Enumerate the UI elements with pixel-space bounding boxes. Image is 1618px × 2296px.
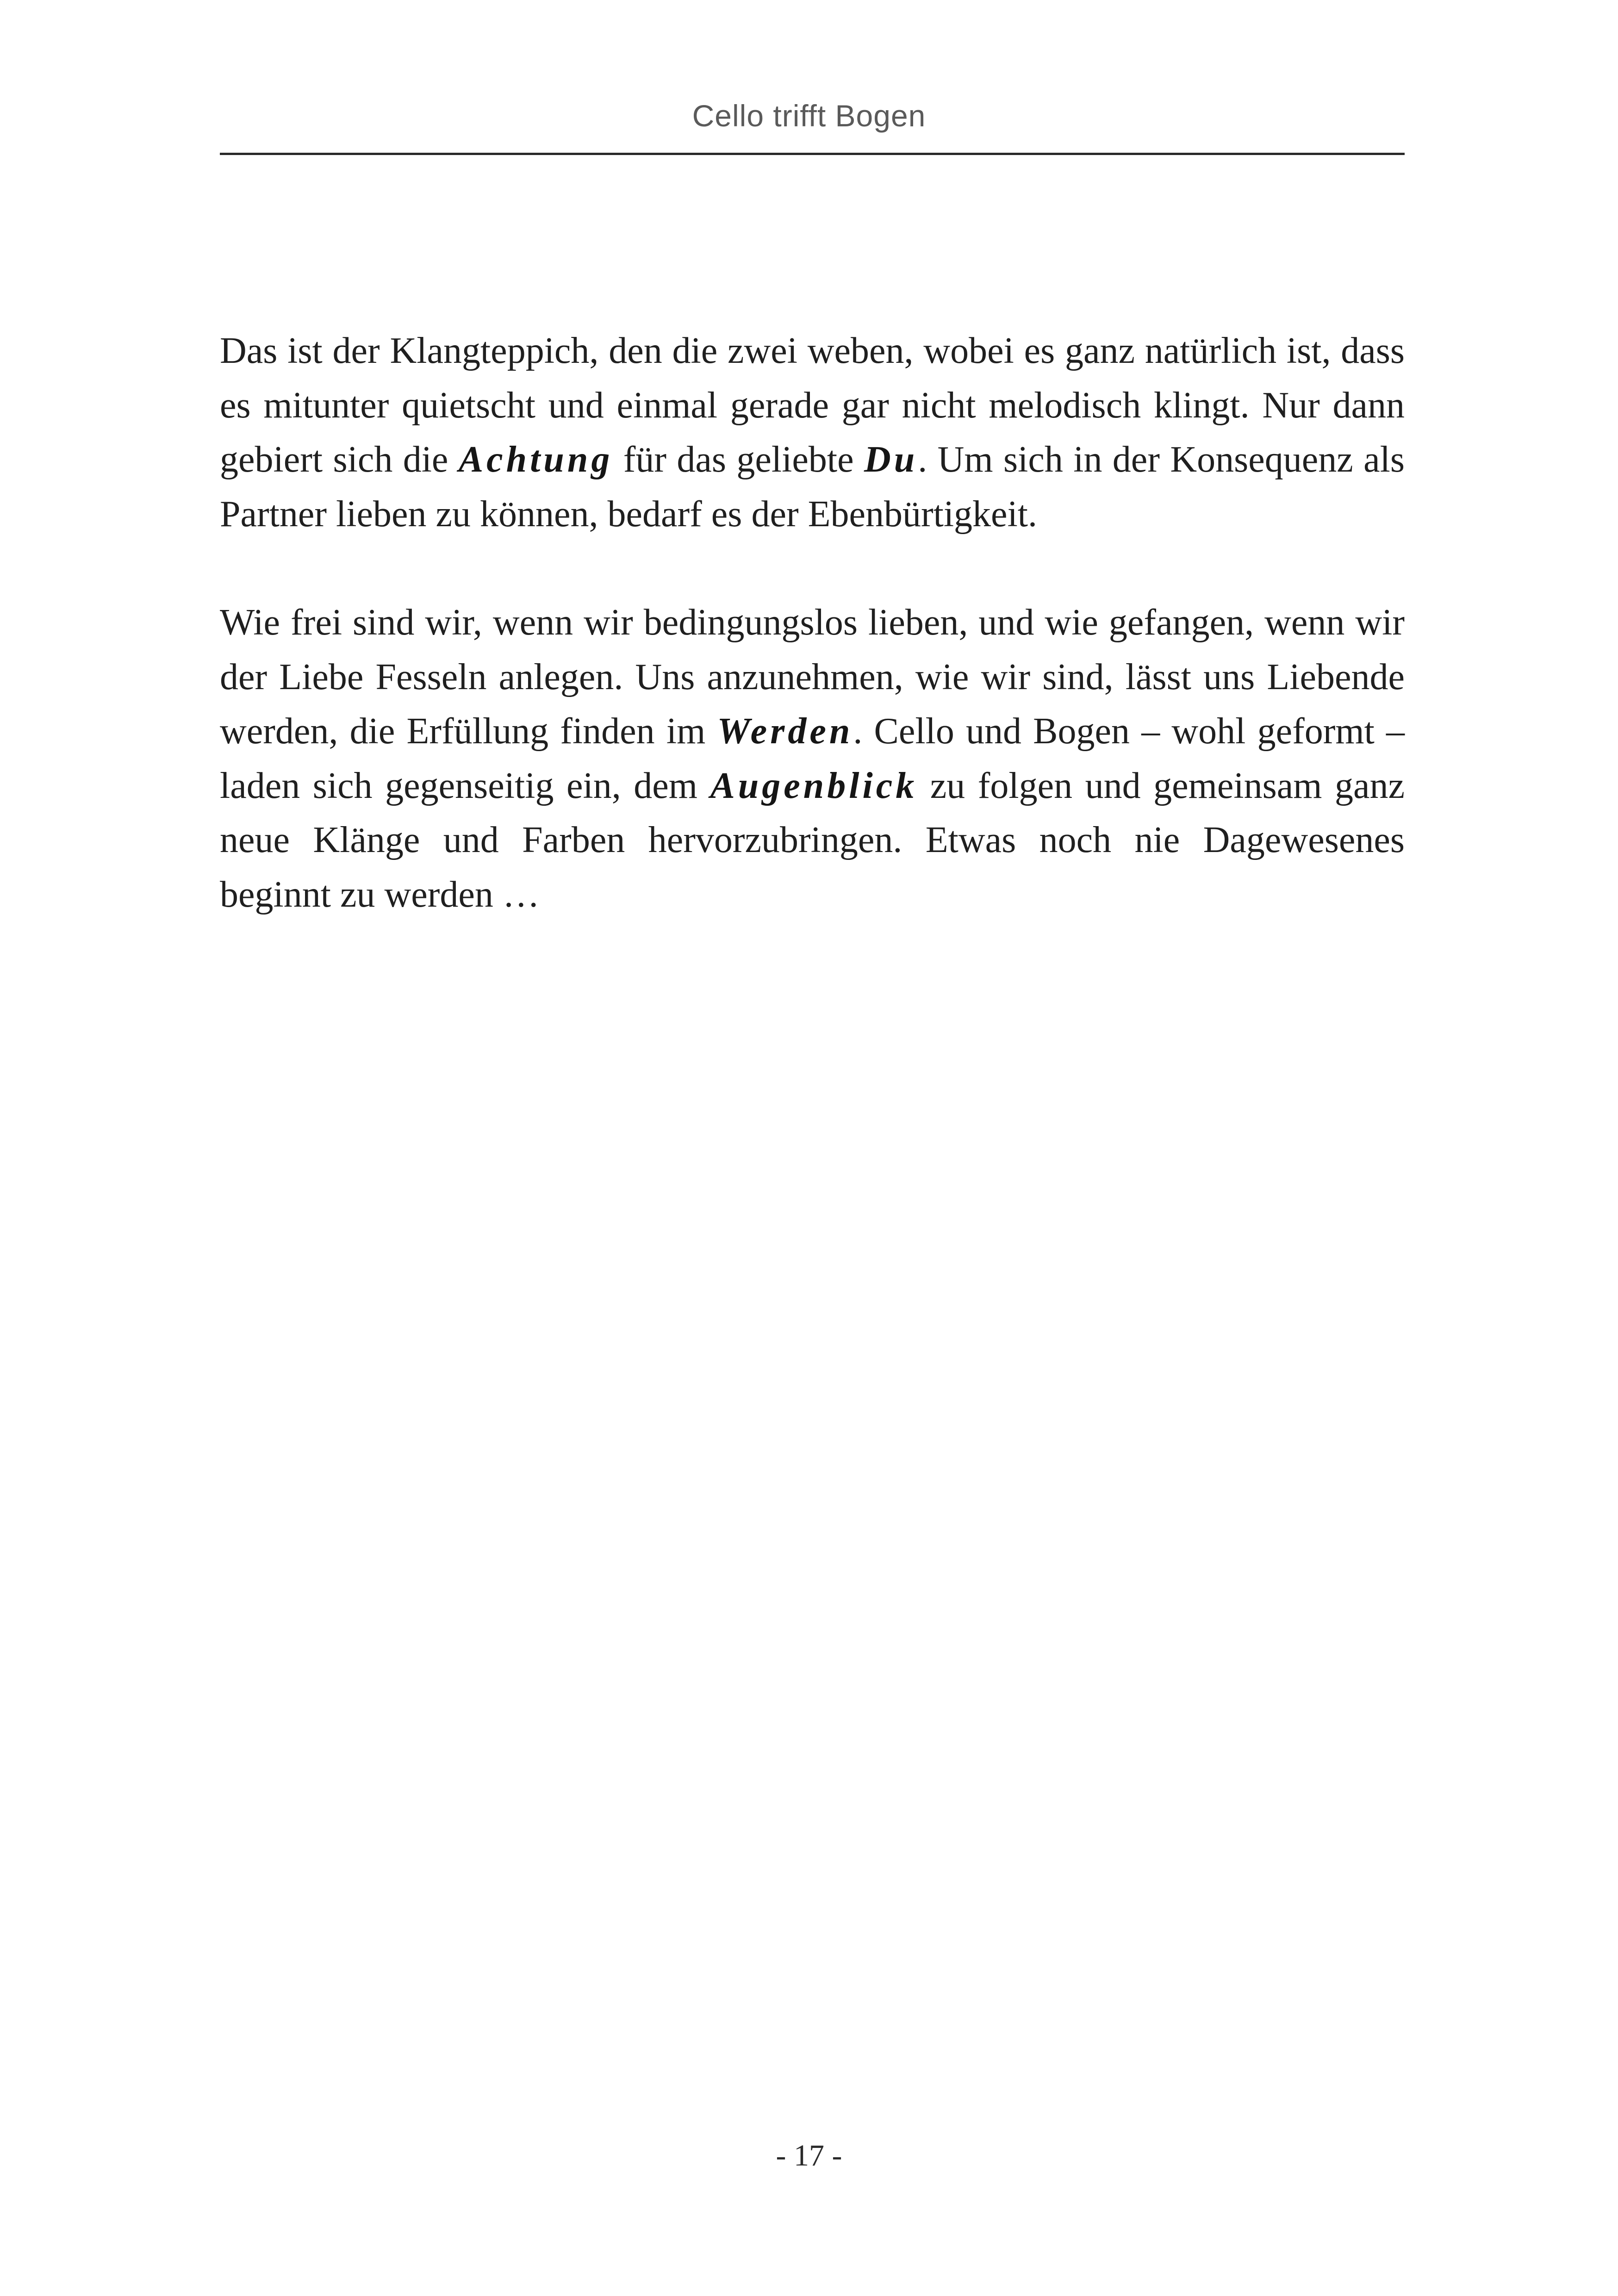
emphasis-achtung: Achtung xyxy=(458,439,613,480)
text-run: Wie frei sind wir, wenn wir bedingungslos lieben, und wie gefangen, wenn wir der Liebe Fesseln anlegen. Uns anzunehmen, wie wir sind, lässt uns Liebende werden, die Erfüllung finden im xyxy=(220,602,1405,752)
text-run: zu folgen und gemeinsam ganz neue Klänge und Farben hervorzubringen. Etwas noch nie Dagewesenes beginnt zu werden … xyxy=(220,765,1405,915)
text-run: für das geliebte xyxy=(613,439,864,480)
body-text xyxy=(220,324,1405,976)
text-run: . Cello und Bogen – wohl geformt – laden sich gegenseitig ein, dem xyxy=(220,711,1405,806)
header-rule xyxy=(220,153,1405,155)
emphasis-werden: Werden xyxy=(717,711,853,752)
emphasis-augenblick: Augenblick xyxy=(710,765,918,806)
paragraph-2 xyxy=(220,596,1405,922)
text-run: . Um sich in der Konsequenz als Partner lieben zu können, bedarf es der Ebenbürtigkeit. xyxy=(220,439,1405,535)
paragraph-1 xyxy=(220,324,1405,541)
text-run: Das ist der Klangteppich, den die zwei weben, wobei es ganz natürlich ist, dass es mitunter quietscht und einmal gerade gar nicht melodisch klingt. Nur dann gebiert sich die xyxy=(220,330,1405,480)
page-number: - 17 - xyxy=(776,2139,842,2172)
running-title: Cello trifft Bogen xyxy=(692,99,926,133)
emphasis-du: Du xyxy=(864,439,918,480)
